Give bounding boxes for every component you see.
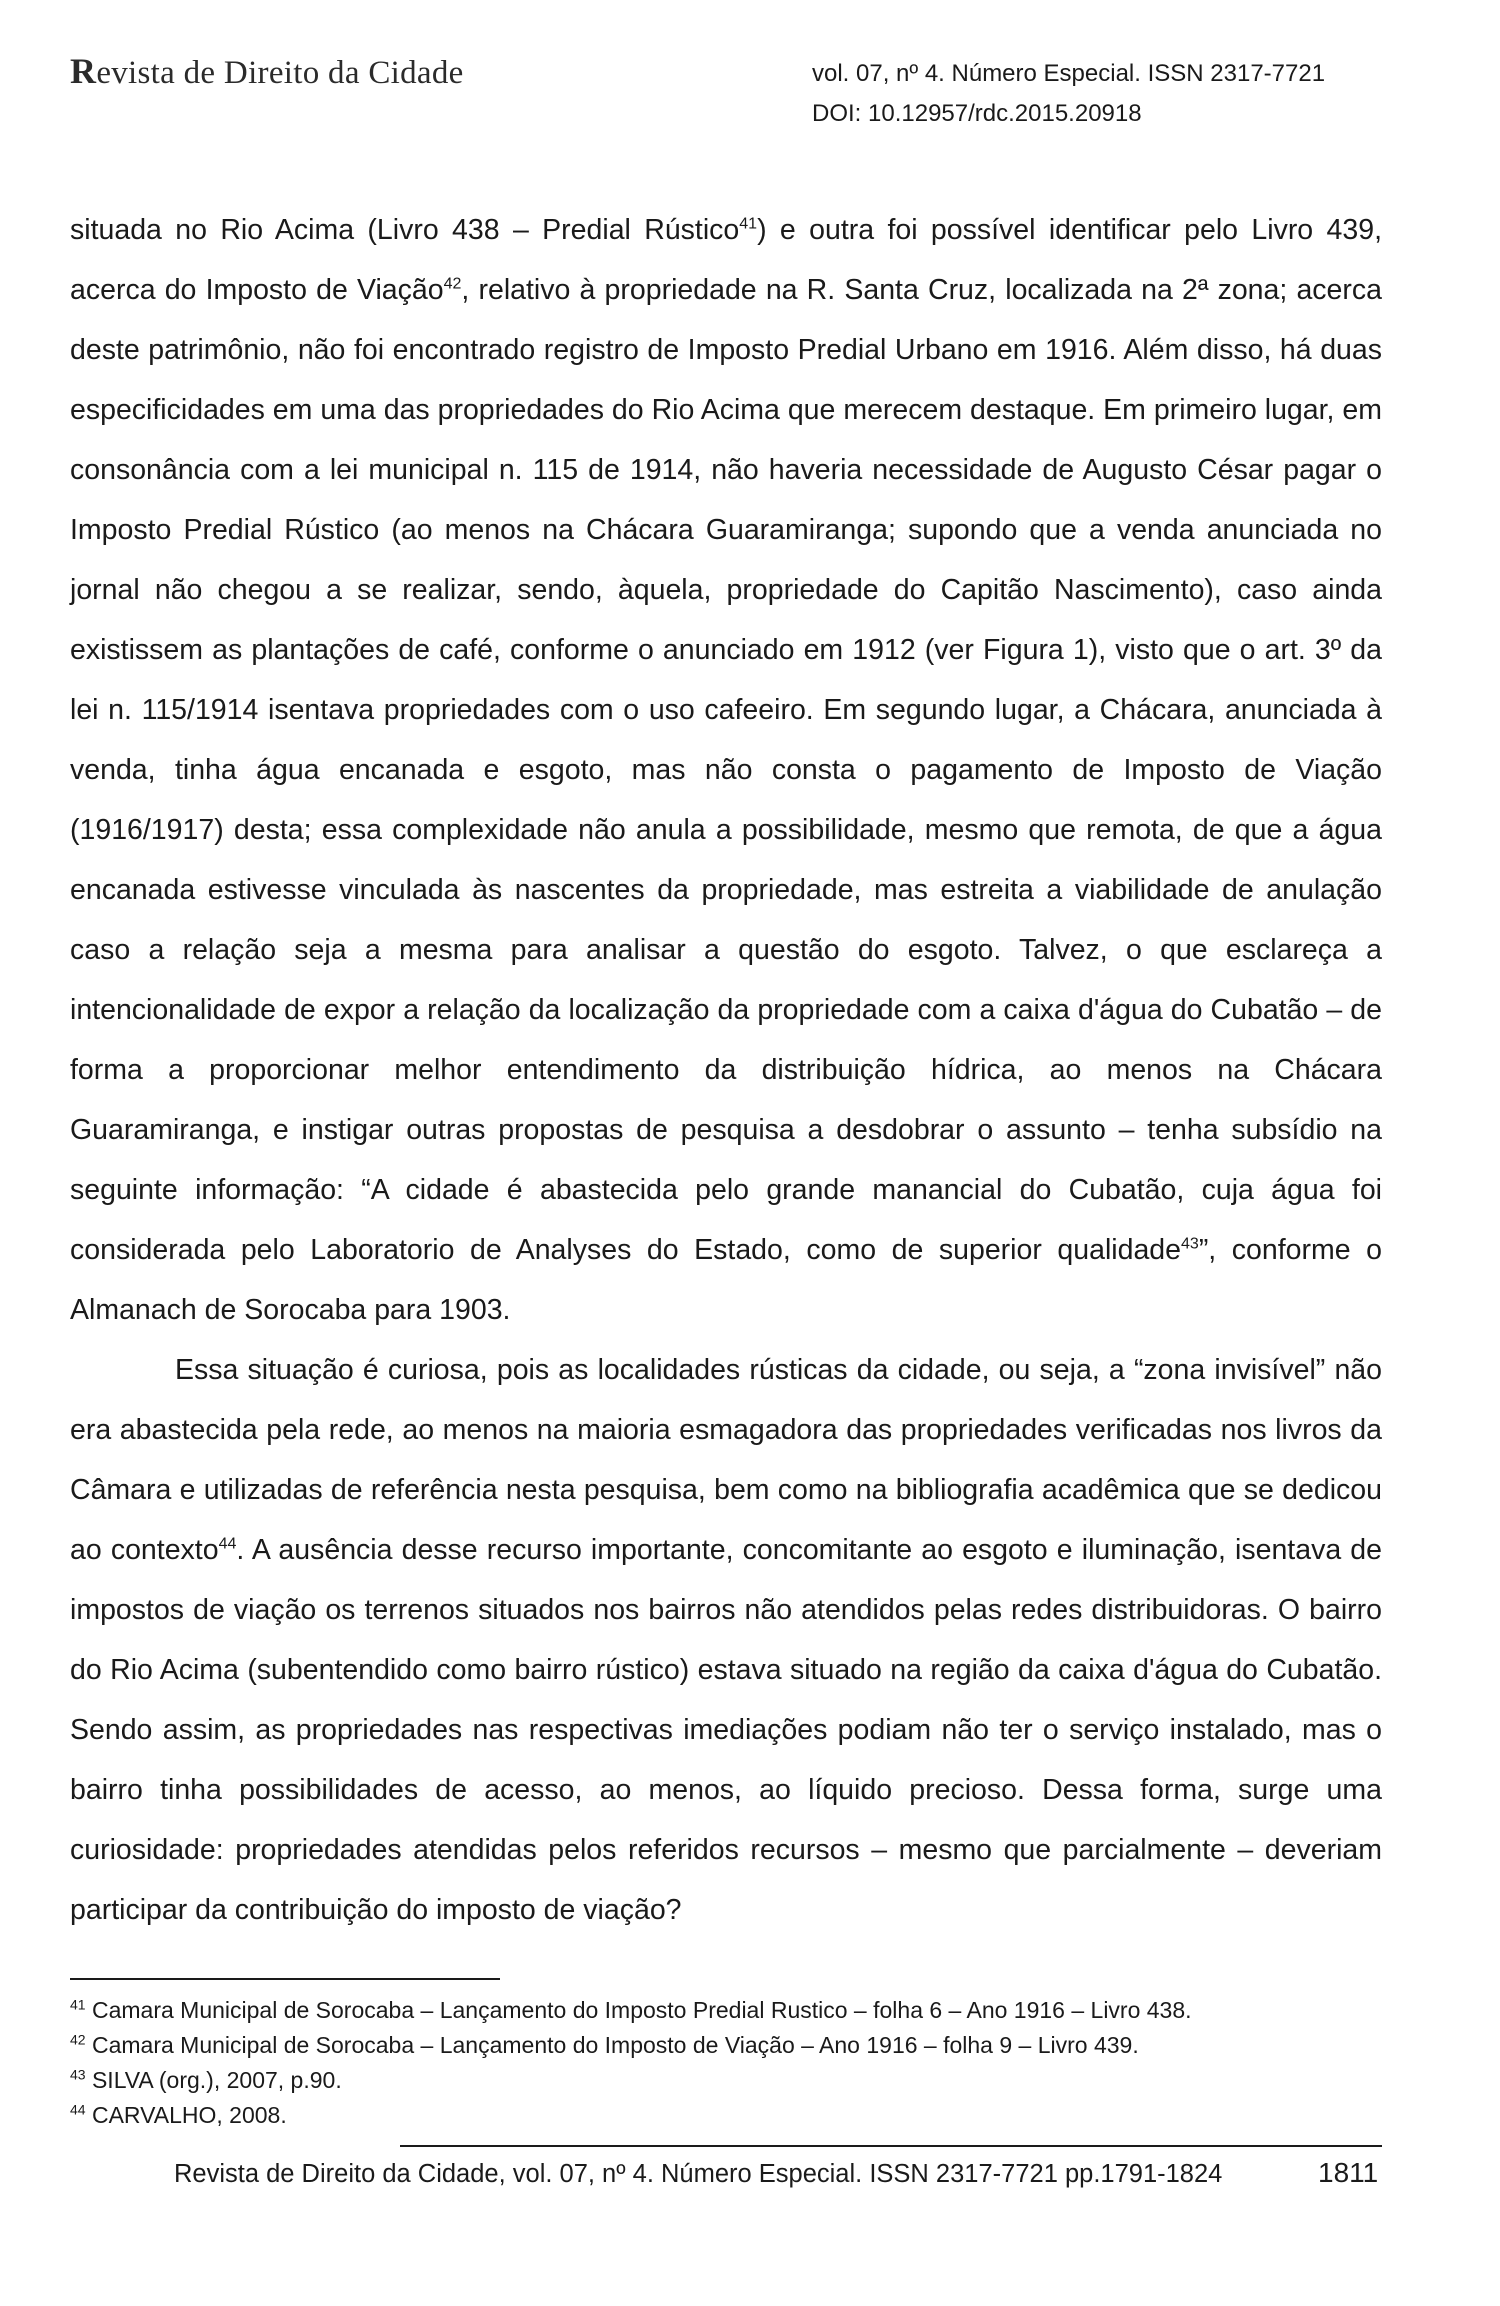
paragraph-1-text: situada no Rio Acima (Livro 438 – Predial Rústico bbox=[70, 214, 740, 246]
footnote-ref-43[interactable]: 43 bbox=[1181, 1235, 1199, 1253]
paragraph-1 bbox=[70, 200, 1382, 1340]
paragraph-2-text: Essa situação é curiosa, pois as localidades rústicas da cidade, ou seja, a “zona invisível” não era abastecida pela rede, ao menos na maioria esmagadora das propriedades verificadas nos livros da Câmara e utilizadas de referência nesta pesquisa, bem como na bibliografia acadêmica que se dedicou ao contexto bbox=[70, 1354, 1382, 1566]
footnote-number: 44 bbox=[70, 2101, 86, 2118]
paragraph-1-text: , relativo à propriedade na R. Santa Cruz, localizada na 2ª zona; acerca deste patrimônio, não foi encontrado registro de Imposto Predial Urbano em 1916. Além disso, há duas especificidades em uma das propriedades do Rio Acima que merecem destaque. Em primeiro lugar, em consonância com a lei municipal n. 115 de 1914, não haveria necessidade de Augusto César pagar o Imposto Predial Rústico (ao menos na Chácara Guaramiranga; supondo que a venda anunciada no jornal não chegou a se realizar, sendo, àquela, propriedade do Capitão Nascimento), caso ainda existissem as plantações de café, conforme o anunciado em 1912 (ver Figura 1), visto que o art. 3º da lei n. 115/1914 isentava propriedades com o uso cafeeiro. Em segundo lugar, a Chácara, anunciada à venda, tinha água encanada e esgoto, mas não consta o pagamento de Imposto de Viação (1916/1917) desta; essa complexidade não anula a possibilidade, mesmo que remota, de que a água encanada estivesse vinculada às nascentes da propriedade, mas estreita a viabilidade de anulação caso a relação seja a mesma para analisar a questão do esgoto. Talvez, o que esclareça a intencionalidade de expor a relação da localização da propriedade com a caixa d'água do Cubatão – de forma a proporcionar melhor entendimento da distribuição hídrica, ao menos na Chácara Guaramiranga, e instigar outras propostas de pesquisa a desdobrar o assunto – tenha subsídio na seguinte informação: “A cidade é abastecida pelo grande manancial do Cubatão, cuja água foi considerada pelo Laboratorio de Analyses do Estado, como de superior qualidade bbox=[70, 274, 1383, 1266]
footnote-number: 42 bbox=[70, 2031, 86, 2048]
journal-title bbox=[70, 50, 464, 92]
footnote-ref-42[interactable]: 42 bbox=[443, 275, 462, 293]
footer-citation: Revista de Direito da Cidade, vol. 07, nº 4. Número Especial. ISSN 2317-7721 pp.1791-1824 bbox=[174, 2160, 1223, 2188]
footnote-divider bbox=[70, 1978, 500, 1980]
footnote-44 bbox=[70, 2098, 1192, 2133]
footnote-ref-44[interactable]: 44 bbox=[218, 1535, 237, 1553]
paragraph-1-text: ”, conforme o Almanach de Sorocaba para 1903. bbox=[70, 1234, 1382, 1326]
issue-metadata bbox=[812, 54, 1325, 134]
footnote-42 bbox=[70, 2028, 1192, 2063]
footnotes bbox=[70, 1993, 1192, 2133]
doi-line: DOI: 10.12957/rdc.2015.20918 bbox=[812, 100, 1142, 127]
issue-line: vol. 07, nº 4. Número Especial. ISSN 2317-7721 bbox=[812, 60, 1326, 87]
footnote-text: Camara Municipal de Sorocaba – Lançamento do Imposto de Viação – Ano 1916 – folha 9 – Livro 439. bbox=[91, 2032, 1139, 2058]
footnote-text: SILVA (org.), 2007, p.90. bbox=[91, 2067, 342, 2093]
article-body bbox=[70, 200, 1382, 1940]
footnote-41 bbox=[70, 1993, 1192, 2028]
page-number: 1811 bbox=[1318, 2157, 1379, 2188]
footnote-number: 41 bbox=[70, 1996, 86, 2013]
paragraph-2-text: . A ausência desse recurso importante, concomitante ao esgoto e iluminação, isentava de impostos de viação os terrenos situados nos bairros não atendidos pelas redes distribuidoras. O bairro do Rio Acima (subentendido como bairro rústico) estava situado na região da caixa d'água do Cubatão. Sendo assim, as propriedades nas respectivas imediações podiam não ter o serviço instalado, mas o bairro tinha possibilidades de acesso, ao menos, ao líquido precioso. Dessa forma, surge uma curiosidade: propriedades atendidas pelos referidos recursos – mesmo que parcialmente – deveriam participar da contribuição do imposto de viação? bbox=[70, 1534, 1382, 1926]
journal-title-initial: R bbox=[70, 51, 97, 91]
paragraph-1-text: ) e outra foi possível identificar pelo Livro 439, acerca do Imposto de Viação bbox=[70, 214, 1382, 306]
journal-title-rest: evista de Direito da Cidade bbox=[96, 55, 464, 91]
footnote-number: 43 bbox=[70, 2066, 86, 2083]
footnote-43 bbox=[70, 2063, 1192, 2098]
footnote-text: CARVALHO, 2008. bbox=[91, 2102, 287, 2128]
paragraph-2 bbox=[70, 1340, 1382, 1940]
footnote-ref-41[interactable]: 41 bbox=[739, 215, 758, 233]
footer-divider bbox=[400, 2145, 1382, 2147]
footnote-text: Camara Municipal de Sorocaba – Lançamento do Imposto Predial Rustico – folha 6 – Ano 1916 – Livro 438. bbox=[91, 1997, 1192, 2023]
